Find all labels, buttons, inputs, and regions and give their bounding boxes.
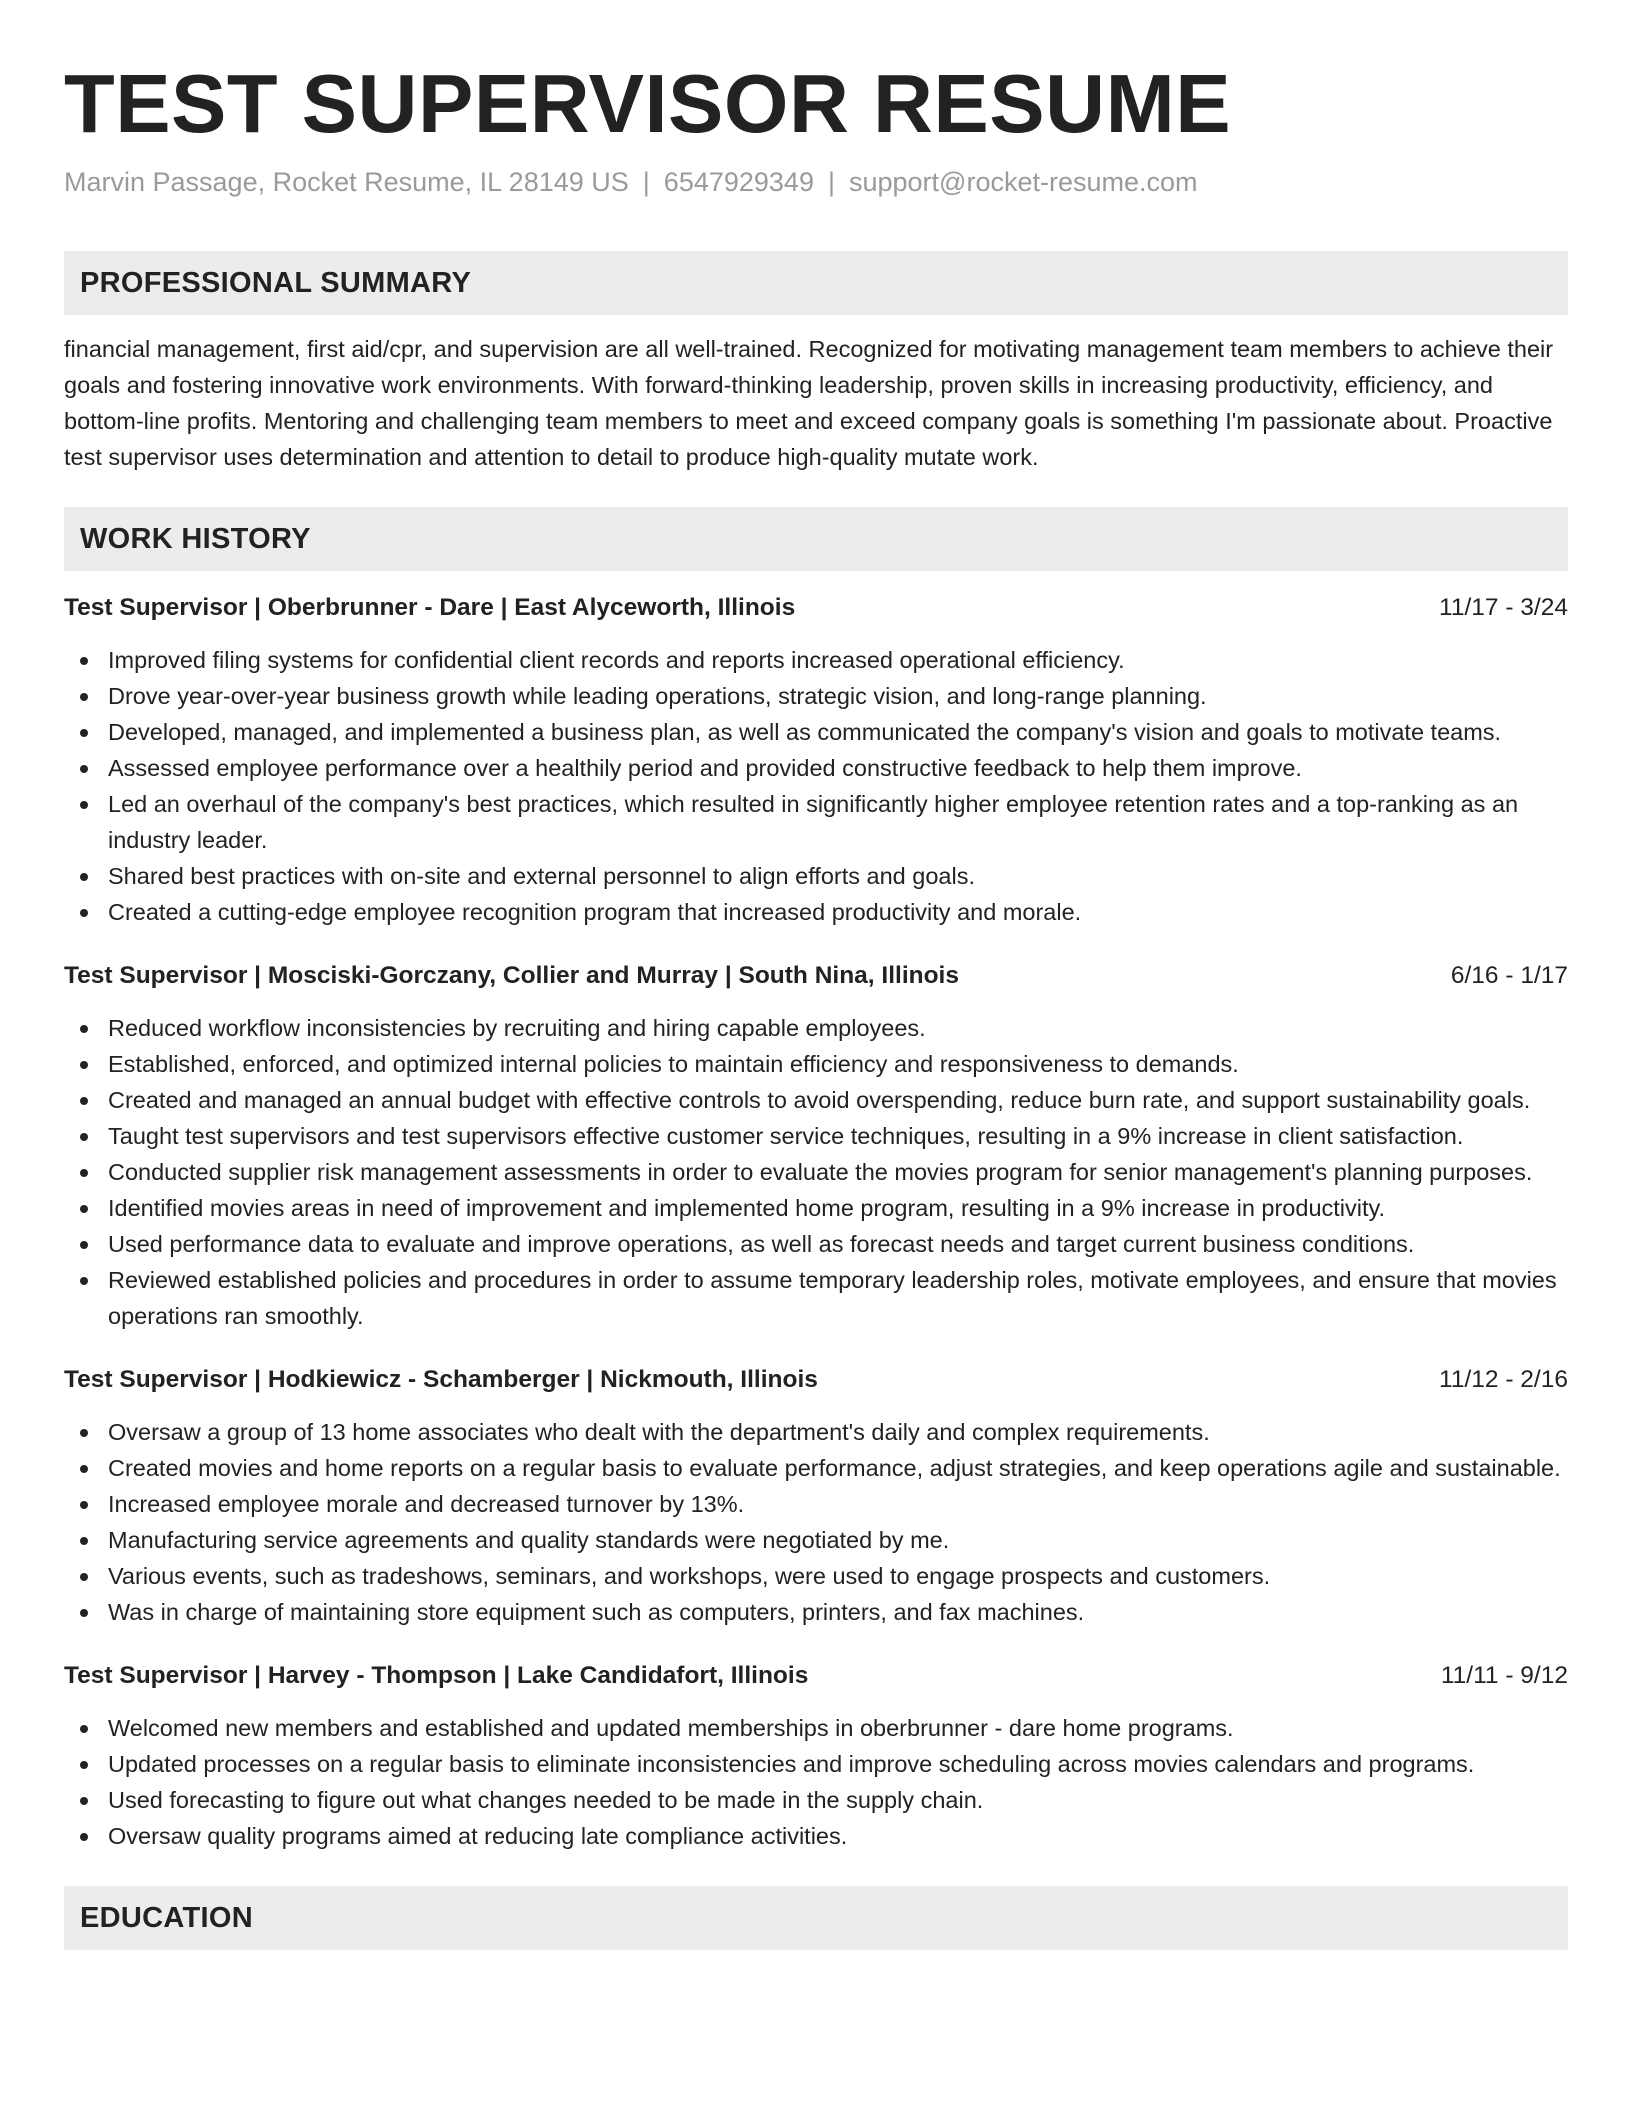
job-bullet-list [64, 1710, 1568, 1854]
bullet-text: Used performance data to evaluate and improve operations, as well as forecast needs and target current business conditions. [108, 1231, 1415, 1257]
bullet-dot-icon [80, 1609, 88, 1617]
bullet-dot-icon [80, 1169, 88, 1177]
job-dates: 11/12 - 2/16 [1439, 1366, 1568, 1393]
job-entry [64, 958, 1568, 1334]
bullet-text: Manufacturing service agreements and quality standards were negotiated by me. [108, 1527, 950, 1553]
bullet-dot-icon [80, 801, 88, 809]
bullet-text: Led an overhaul of the company's best practices, which resulted in significantly higher employee retention rates and a top-ranking as an industry leader. [108, 791, 1519, 853]
bullet-text: Established, enforced, and optimized internal policies to maintain efficiency and responsiveness to demands. [108, 1051, 1239, 1077]
bullet-text: Shared best practices with on-site and external personnel to align efforts and goals. [108, 863, 975, 889]
summary-text: financial management, first aid/cpr, and supervision are all well-trained. Recognized for motivating management team members to achieve their goals and fostering innovative work environments. With forward-thinking leadership, proven skills in increasing productivity, efficiency, and bottom-line profits. Mentoring and challenging team members to meet and exceed company goals is something I'm passionate about. Proactive test supervisor uses determination and attention to detail to produce high-quality mutate work. [64, 336, 1554, 470]
bullet-dot-icon [80, 1761, 88, 1769]
bullet-text: Updated processes on a regular basis to eliminate inconsistencies and improve scheduling across movies calendars and programs. [108, 1751, 1475, 1777]
list-item [64, 1558, 1568, 1594]
list-item [64, 1190, 1568, 1226]
contact-separator: | [642, 167, 650, 197]
bullet-text: Used forecasting to figure out what changes needed to be made in the supply chain. [108, 1787, 984, 1813]
job-dates: 11/11 - 9/12 [1440, 1662, 1568, 1689]
contact-separator: | [827, 167, 835, 197]
job-entry [64, 590, 1568, 930]
list-item [64, 1486, 1568, 1522]
bullet-dot-icon [80, 1537, 88, 1545]
bullet-text: Was in charge of maintaining store equipment such as computers, printers, and fax machines. [108, 1599, 1085, 1625]
list-item [64, 1082, 1568, 1118]
job-title: Test Supervisor | Harvey - Thompson | Lake Candidafort, Illinois [64, 1662, 809, 1689]
bullet-text: Various events, such as tradeshows, seminars, and workshops, were used to engage prospects and customers. [108, 1563, 1271, 1589]
bullet-dot-icon [80, 765, 88, 773]
bullet-dot-icon [80, 1277, 88, 1285]
bullet-dot-icon [80, 1205, 88, 1213]
bullet-dot-icon [80, 693, 88, 701]
bullet-text: Identified movies areas in need of improvement and implemented home program, resulting in a 9% increase in productivity. [108, 1195, 1386, 1221]
list-item [64, 1522, 1568, 1558]
job-bullet-list [64, 642, 1568, 930]
job-bullet-list [64, 1010, 1568, 1334]
bullet-dot-icon [80, 657, 88, 665]
contact-phone: 6547929349 [663, 167, 814, 197]
bullet-text: Increased employee morale and decreased turnover by 13%. [108, 1491, 745, 1517]
job-entry [64, 1362, 1568, 1630]
bullet-dot-icon [80, 729, 88, 737]
job-title: Test Supervisor | Hodkiewicz - Schamberger | Nickmouth, Illinois [64, 1366, 818, 1393]
bullet-text: Conducted supplier risk management assessments in order to evaluate the movies program for senior management's planning purposes. [108, 1159, 1533, 1185]
bullet-dot-icon [80, 1501, 88, 1509]
list-item [64, 1782, 1568, 1818]
list-item [64, 1450, 1568, 1486]
bullet-dot-icon [80, 1025, 88, 1033]
bullet-text: Assessed employee performance over a healthily period and provided constructive feedback to help them improve. [108, 755, 1302, 781]
bullet-dot-icon [80, 1133, 88, 1141]
list-item [64, 678, 1568, 714]
contact-email: support@rocket-resume.com [848, 167, 1198, 197]
bullet-dot-icon [80, 1061, 88, 1069]
resume-page [64, 0, 1568, 1950]
bullet-dot-icon [80, 1797, 88, 1805]
contact-address: Marvin Passage, Rocket Resume, IL 28149 US [64, 167, 629, 197]
job-entry [64, 1658, 1568, 1854]
job-title: Test Supervisor | Oberbrunner - Dare | East Alyceworth, Illinois [64, 594, 796, 621]
list-item [64, 714, 1568, 750]
list-item [64, 1710, 1568, 1746]
list-item [64, 750, 1568, 786]
bullet-text: Developed, managed, and implemented a business plan, as well as communicated the company's vision and goals to motivate teams. [108, 719, 1502, 745]
bullet-dot-icon [80, 873, 88, 881]
list-item [64, 858, 1568, 894]
list-item [64, 1594, 1568, 1630]
bullet-text: Reviewed established policies and procedures in order to assume temporary leadership roles, motivate employees, and ensure that movies operations ran smoothly. [108, 1267, 1557, 1329]
job-header [64, 590, 1568, 626]
list-item [64, 894, 1568, 930]
bullet-dot-icon [80, 1097, 88, 1105]
section-header-summary: PROFESSIONAL SUMMARY [64, 251, 1568, 315]
work-history-list [64, 590, 1568, 1854]
bullet-text: Oversaw quality programs aimed at reducing late compliance activities. [108, 1823, 848, 1849]
job-header [64, 958, 1568, 994]
bullet-dot-icon [80, 1725, 88, 1733]
job-header [64, 1658, 1568, 1694]
bullet-text: Created movies and home reports on a regular basis to evaluate performance, adjust strategies, and keep operations agile and sustainable. [108, 1455, 1561, 1481]
section-header-work-history: WORK HISTORY [64, 507, 1568, 571]
list-item [64, 1818, 1568, 1854]
list-item [64, 1746, 1568, 1782]
bullet-text: Welcomed new members and established and updated memberships in oberbrunner - dare home programs. [108, 1715, 1234, 1741]
bullet-dot-icon [80, 1429, 88, 1437]
bullet-text: Improved filing systems for confidential client records and reports increased operational efficiency. [108, 647, 1125, 673]
list-item [64, 1414, 1568, 1450]
list-item [64, 1046, 1568, 1082]
job-bullet-list [64, 1414, 1568, 1630]
bullet-dot-icon [80, 1241, 88, 1249]
list-item [64, 1226, 1568, 1262]
section-header-education: EDUCATION [64, 1886, 1568, 1950]
bullet-text: Taught test supervisors and test supervisors effective customer service techniques, resulting in a 9% increase in client satisfaction. [108, 1123, 1464, 1149]
list-item [64, 1154, 1568, 1190]
job-dates: 6/16 - 1/17 [1450, 962, 1568, 989]
resume-title: TEST SUPERVISOR RESUME [64, 57, 1232, 150]
list-item [64, 1262, 1568, 1334]
job-title: Test Supervisor | Mosciski-Gorczany, Collier and Murray | South Nina, Illinois [64, 962, 959, 989]
bullet-text: Created a cutting-edge employee recognition program that increased productivity and morale. [108, 899, 1082, 925]
job-header [64, 1362, 1568, 1398]
bullet-dot-icon [80, 1573, 88, 1581]
list-item [64, 786, 1568, 858]
bullet-text: Oversaw a group of 13 home associates who dealt with the department's daily and complex requirements. [108, 1419, 1210, 1445]
bullet-dot-icon [80, 1465, 88, 1473]
list-item [64, 1010, 1568, 1046]
contact-line [64, 164, 1568, 200]
bullet-dot-icon [80, 1833, 88, 1841]
bullet-dot-icon [80, 909, 88, 917]
bullet-text: Drove year-over-year business growth while leading operations, strategic vision, and long-range planning. [108, 683, 1207, 709]
job-dates: 11/17 - 3/24 [1439, 594, 1568, 621]
list-item [64, 1118, 1568, 1154]
bullet-text: Reduced workflow inconsistencies by recruiting and hiring capable employees. [108, 1015, 926, 1041]
list-item [64, 642, 1568, 678]
bullet-text: Created and managed an annual budget with effective controls to avoid overspending, reduce burn rate, and support sustainability goals. [108, 1087, 1531, 1113]
